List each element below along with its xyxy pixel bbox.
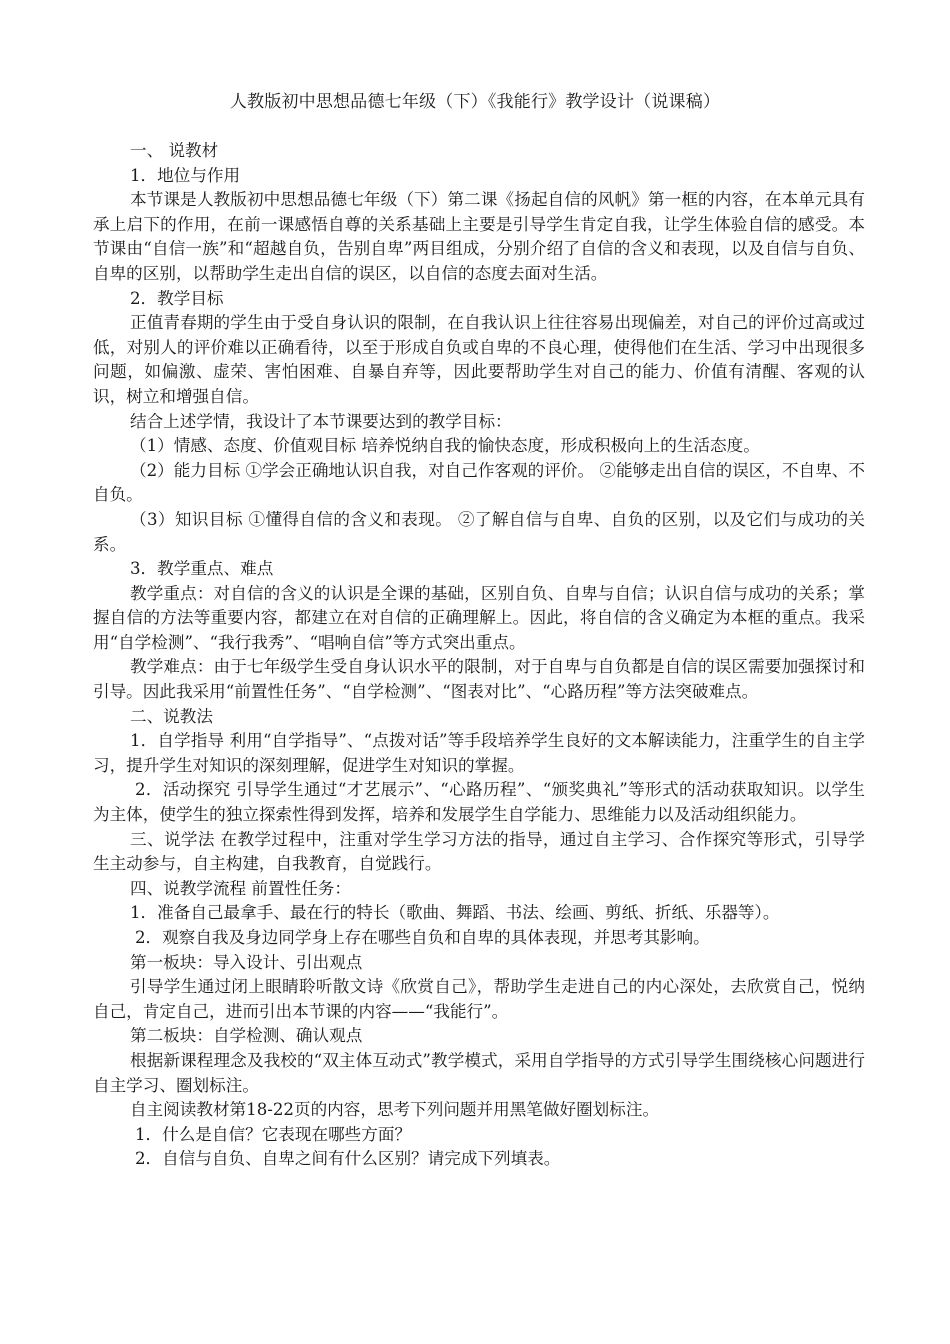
paragraph: 2．教学目标 <box>130 288 224 308</box>
paragraph: 结合上述学情，我设计了本节课要达到的教学目标： <box>130 411 512 431</box>
paragraph: 2．观察自我及身边同学身上存在哪些自负和自卑的具体表现，并思考其影响。 <box>135 928 710 947</box>
paragraph: 正值青春期的学生由于受自身认识的限制，在自我认识上往往容易出现偏差，对自己的评价过高或过低，对别人的评价难以正确看待，以至于形成自负或自卑的不良心理，使得他们在生活、学习中出现很多问题，如偏激、虚荣、害怕困难、自暴自弃等，因此要帮助学生对自己的能力、价值有清醒、客观的认识，树立和增强自信。 <box>93 313 865 406</box>
paragraph: 1．地位与作用 <box>130 165 241 185</box>
paragraph: 第一板块：导入设计、引出观点 <box>130 952 363 972</box>
paragraph: 二、说教法 <box>130 706 213 726</box>
paragraph: 本节课是人教版初中思想品德七年级（下）第二课《扬起自信的风帆》第一框的内容，在本单元具有承上启下的作用，在前一课感悟自尊的关系基础上主要是引导学生肯定自我，让学生体验自信的感受。本节课由“自信一族”和“超越自负，告别自卑”两目组成，分别介绍了自信的含义和表现，以及自信与自负、自卑的区别，以帮助学生走出自信的误区，以自信的态度去面对生活。 <box>93 190 865 283</box>
paragraph: 第二板块：自学检测、确认观点 <box>130 1026 363 1046</box>
paragraph: （1）情感、态度、价值观目标 培养悦纳自我的愉快态度，形成积极向上的生活态度。 <box>130 436 760 456</box>
paragraph: 四、说教学流程 前置性任务： <box>130 878 351 898</box>
paragraph: 1．准备自己最拿手、最在行的特长（歌曲、舞蹈、书法、绘画、剪纸、折纸、乐器等）。 <box>130 903 780 923</box>
paragraph: （3）知识目标 ①懂得自信的含义和表现。 ②了解自信与自卑、自负的区别，以及它们与成功的关系。 <box>93 509 865 554</box>
paragraph: 2．自信与自负、自卑之间有什么区别？请完成下列填表。 <box>135 1149 561 1169</box>
document-title: 人教版初中思想品德七年级（下）《我能行》教学设计（说课稿） <box>229 92 721 112</box>
paragraph: 教学难点：由于七年级学生受自身认识水平的限制，对于自卑与自负都是自信的误区需要加强探讨和引导。因此我采用“前置性任务”、“自学检测”、“图表对比”、“心路历程”等方法突破难点。 <box>93 657 865 702</box>
paragraph: 3．教学重点、难点 <box>130 559 274 579</box>
paragraph: 根据新课程理念及我校的“双主体互动式”教学模式，采用自学指导的方式引导学生围绕核心问题进行自主学习、圈划标注。 <box>93 1050 865 1095</box>
paragraph: 引导学生通过闭上眼睛聆听散文诗《欣赏自己》，帮助学生走进自己的内心深处，去欣赏自己，悦纳自己，肯定自己，进而引出本节课的内容——“我能行”。 <box>93 977 865 1021</box>
paragraph: 三、说学法 在教学过程中，注重对学生学习方法的指导，通过自主学习、合作探究等形式，引导学生主动参与，自主构建，自我教育，自觉践行。 <box>93 829 865 874</box>
paragraph: 1．自学指导 利用“自学指导”、“点拨对话”等手段培养学生良好的文本解读能力，注重学生的自主学习，提升学生对知识的深刻理解，促进学生对知识的掌握。 <box>93 731 865 775</box>
paragraph: （2）能力目标 ①学会正确地认识自我，对自己作客观的评价。 ②能够走出自信的误区，不自卑、不自负。 <box>93 460 865 505</box>
paragraph: 1．什么是自信？它表现在哪些方面？ <box>135 1124 412 1144</box>
paragraph: 2．活动探究 引导学生通过“才艺展示”、“心路历程”、“颁奖典礼”等形式的活动获取知识。以学生为主体，使学生的独立探索性得到发挥，培养和发展学生自学能力、思维能力以及活动组织能力。 <box>93 780 865 825</box>
document-body <box>93 139 865 1172</box>
paragraph: 教学重点：对自信的含义的认识是全课的基础，区别自负、自卑与自信；认识自信与成功的关系；掌握自信的方法等重要内容，都建立在对自信的正确理解上。因此，将自信的含义确定为本框的重点。我采用“自学检测”、“我行我秀”、“唱响自信”等方式突出重点。 <box>93 583 865 652</box>
paragraph: 一、 说教材 <box>130 141 219 160</box>
paragraph: 自主阅读教材第18-22页的内容，思考下列问题并用黑笔做好圈划标注。 <box>130 1100 660 1120</box>
